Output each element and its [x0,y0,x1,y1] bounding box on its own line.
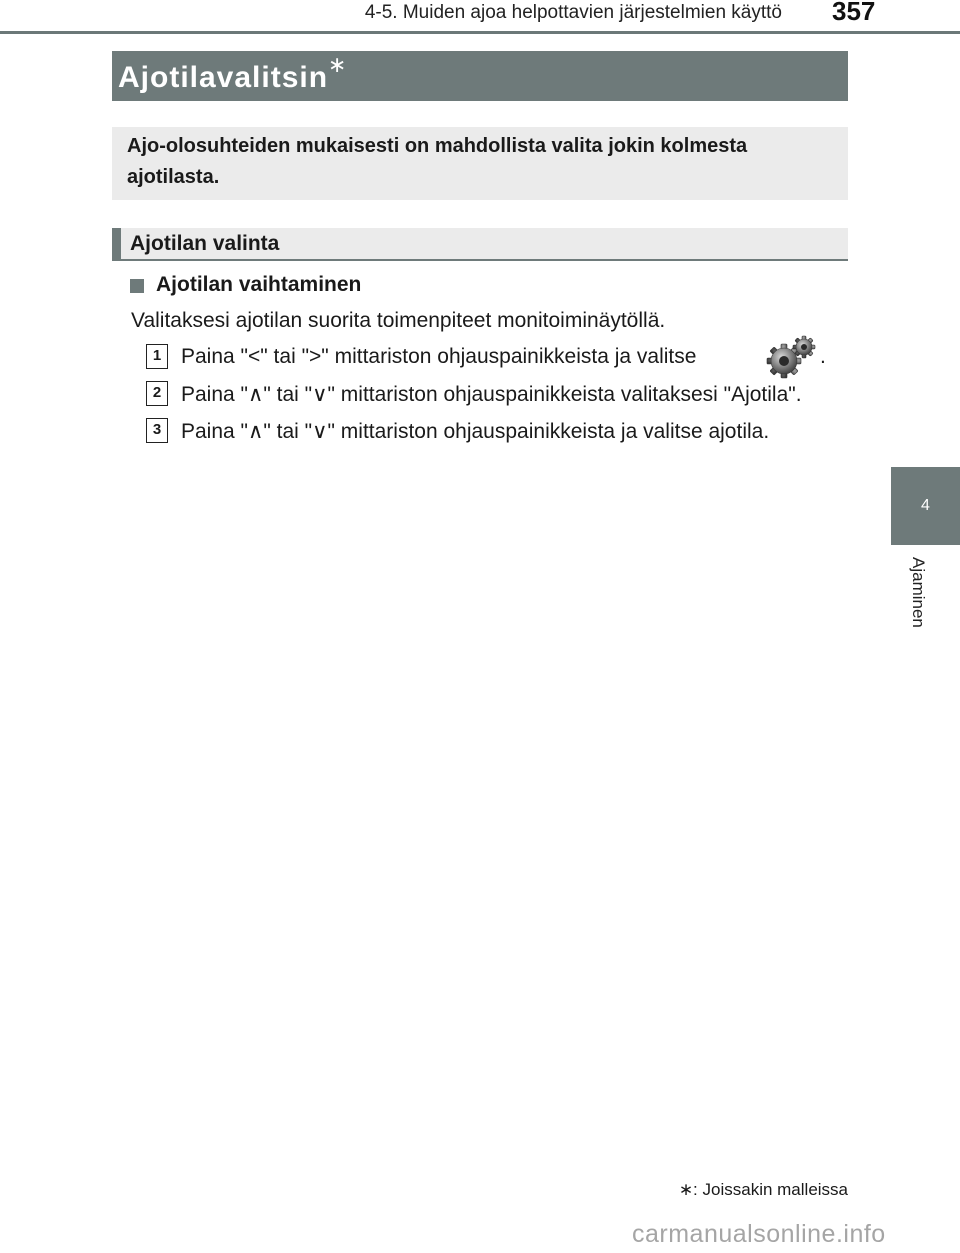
watermark: carmanualsonline.info [632,1220,886,1248]
intro-text: Ajo-olosuhteiden mukaisesti on mahdollista valita jokin kolmesta ajotilasta. [127,135,748,188]
step-text-1: Paina "<" tai ">" mittariston ohjauspainikkeista ja valitse [181,345,697,368]
bullet-square-icon [130,279,144,293]
body-text: Valitaksesi ajotilan suorita toimenpiteet monitoiminäytöllä. [131,309,666,332]
step-number-1: 1 [146,344,168,369]
step-number-2: 2 [146,381,168,406]
header-rule [0,31,960,34]
step-number-3: 3 [146,418,168,443]
page-number: 357 [832,0,876,26]
section-title [118,52,348,95]
section-title-bar [112,51,848,101]
subheading: Ajotilan valinta [130,232,280,255]
section-title-mark: ∗ [328,52,348,77]
footnote: ∗: Joissakin malleissa [678,1180,848,1199]
bullet-heading: Ajotilan vaihtaminen [156,273,362,296]
step-text-3: Paina "∧" tai "∨" mittariston ohjauspainikkeista ja valitse ajotila. [181,420,770,443]
side-tab-chapter-number [891,467,960,545]
side-tab-label: Ajaminen [909,557,928,628]
subheading-bar [112,228,848,261]
step-text-2: Paina "∧" tai "∨" mittariston ohjauspainikkeista valitaksesi "Ajotila". [181,383,802,406]
intro-box [112,127,848,200]
side-tab-number: 4 [921,497,930,514]
step-1-suffix: . [820,345,826,368]
gear-icon [762,334,816,380]
section-title-text: Ajotilavalitsin [118,61,329,94]
chapter-title: 4-5. Muiden ajoa helpottavien järjestelmien käyttö [364,2,782,23]
